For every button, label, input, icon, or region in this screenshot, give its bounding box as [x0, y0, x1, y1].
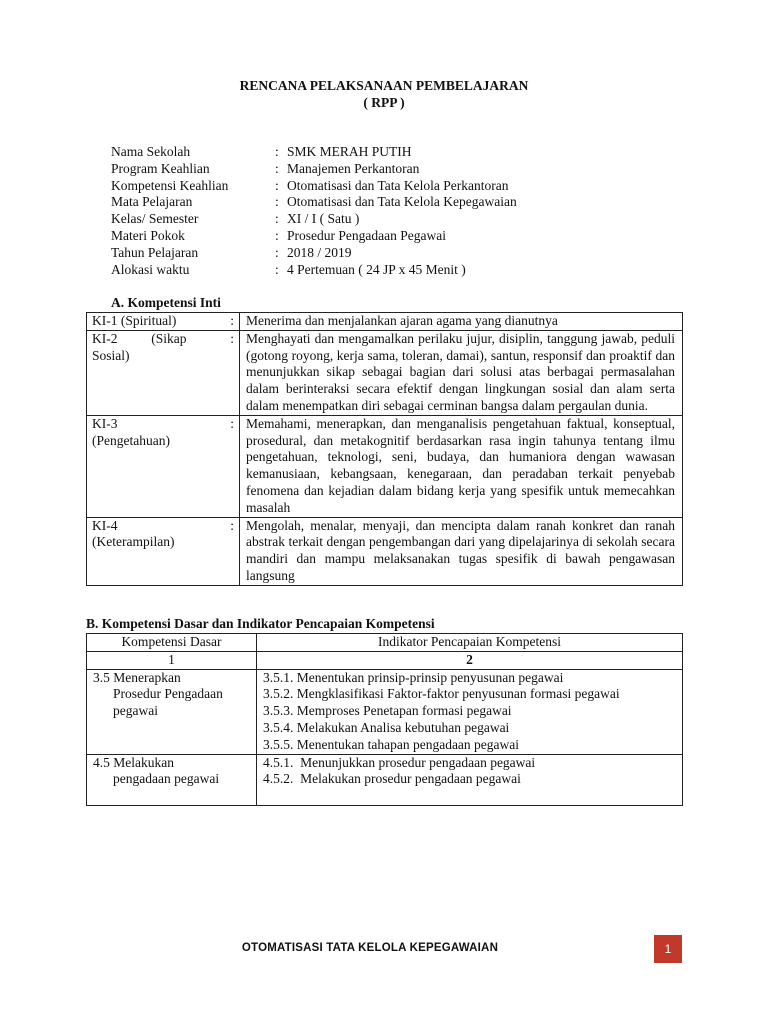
ki-label-cell — [87, 313, 240, 331]
identity-table — [111, 144, 517, 278]
info-label: Program Keahlian — [111, 160, 210, 176]
indicator-cell — [257, 754, 683, 806]
document-subtitle: ( RPP ) — [363, 95, 405, 110]
info-colon: : — [275, 194, 279, 210]
ki-label-sub: (Pengetahuan) — [92, 432, 170, 448]
kd-number-row — [87, 651, 683, 669]
info-value: Otomatisasi dan Tata Kelola Perkantoran — [287, 177, 509, 193]
indicator-item: 4.5.1. Menunjukkan prosedur pengadaan pegawai — [263, 754, 536, 770]
kd-number-1: 1 — [87, 651, 257, 669]
ki-row — [87, 415, 683, 517]
kd-row — [87, 754, 683, 806]
ki-row — [87, 313, 683, 331]
ki-label: KI-1 (Spiritual) — [92, 313, 177, 328]
kd-text: 3.5 Menerapkan — [93, 669, 181, 685]
info-value: XI / I ( Satu ) — [287, 211, 360, 227]
info-colon: : — [275, 261, 279, 277]
info-colon: : — [275, 211, 279, 227]
info-label: Materi Pokok — [111, 227, 185, 243]
info-row — [111, 161, 517, 178]
ki-colon: : — [230, 330, 234, 346]
ki-label-cell — [87, 330, 240, 415]
kd-text: pegawai — [113, 703, 158, 719]
ki-colon: : — [230, 313, 234, 328]
ki-description: Menerima dan menjalankan ajaran agama yang dianutnya — [240, 313, 683, 331]
indicator-cell — [257, 669, 683, 754]
kd-cell — [87, 754, 257, 806]
kompetensi-inti-table — [86, 312, 683, 586]
info-row — [111, 228, 517, 245]
info-colon: : — [275, 160, 279, 176]
info-label: Kompetensi Keahlian — [111, 177, 229, 193]
info-value: Otomatisasi dan Tata Kelola Kepegawaian — [287, 194, 517, 210]
kd-cell — [87, 669, 257, 754]
ki-description: Memahami, menerapkan, dan menganalisis pengetahuan faktual, konseptual, prosedural, dan metakognitif berdasarkan rasa ingin tahunya tentang ilmu pengetahuan, teknologi, seni, budaya, dan humaniora dengan wawasan kemanusiaan, kebangsaan, kenegaraan, dan peradaban terkait penyebab fenomena dan kejadian dalam bidang kerja yang spesifik untuk memecahkan masalah — [240, 415, 683, 517]
info-label: Alokasi waktu — [111, 261, 190, 277]
info-row — [111, 262, 517, 279]
kd-row — [87, 669, 683, 754]
info-row — [111, 194, 517, 211]
ki-label-sub: (Keterampilan) — [92, 534, 175, 550]
info-colon: : — [275, 244, 279, 260]
info-value: SMK MERAH PUTIH — [287, 144, 412, 159]
kompetensi-dasar-table — [86, 633, 683, 806]
ki-colon: : — [230, 415, 234, 431]
info-label: Nama Sekolah — [111, 144, 191, 159]
info-label: Tahun Pelajaran — [111, 244, 199, 260]
indicator-item: 3.5.2. Mengklasifikasi Faktor-faktor penyusunan formasi pegawai — [263, 686, 620, 702]
section-a-heading: A. Kompetensi Inti — [111, 295, 221, 310]
section-b-heading: B. Kompetensi Dasar dan Indikator Pencapaian Kompetensi — [86, 616, 435, 631]
info-value: 2018 / 2019 — [287, 244, 352, 260]
indicator-item: 3.5.1. Menentukan prinsip-prinsip penyusunan pegawai — [263, 669, 564, 685]
indicator-item: 3.5.5. Menentukan tahapan pengadaan pegawai — [263, 736, 520, 752]
info-colon: : — [275, 227, 279, 243]
info-row — [111, 245, 517, 262]
info-row — [111, 144, 517, 161]
ki-label-cell — [87, 415, 240, 517]
ki-description: Mengolah, menalar, menyaji, dan mencipta dalam ranah konkret dan ranah abstrak terkait dengan pengembangan dari yang dipelajarinya di sekolah secara mandiri dan mampu melaksanakan tugas spesifik di bawah pengawasan langsung — [240, 517, 683, 585]
ki-description: Menghayati dan mengamalkan perilaku jujur, disiplin, tanggung jawab, peduli (gotong royong, kerja sama, toleran, damai), santun, responsif dan proaktif dan menunjukkan sikap sebagai bagian dari solusi atas berbagai permasalahan dalam berinteraksi secara efektif dengan lingkungan sosial dan alam serta dalam menempatkan diri sebagai cerminan bangsa dalam pergaulan dunia. — [240, 330, 683, 415]
ki-label: KI-2 (Sikap — [92, 330, 187, 346]
info-label: Mata Pelajaran — [111, 194, 193, 210]
ki-row — [87, 330, 683, 415]
kd-header-kd: Kompetensi Dasar — [87, 634, 257, 652]
footer-title: OTOMATISASI TATA KELOLA KEPEGAWAIAN — [241, 942, 499, 954]
ki-label-cell — [87, 517, 240, 585]
ki-row — [87, 517, 683, 585]
document-title: RENCANA PELAKSANAAN PEMBELAJARAN — [239, 78, 529, 93]
kd-header-row — [87, 634, 683, 652]
kd-text: 4.5 Melakukan — [93, 754, 174, 770]
kd-number-2: 2 — [257, 651, 683, 669]
info-colon: : — [275, 144, 279, 159]
indicator-item: 4.5.2. Melakukan prosedur pengadaan pegawai — [263, 771, 521, 787]
info-value: 4 Pertemuan ( 24 JP x 45 Menit ) — [287, 261, 466, 277]
ki-colon: : — [230, 517, 234, 533]
page-number-badge: 1 — [654, 935, 682, 963]
info-colon: : — [275, 177, 279, 193]
info-value: Prosedur Pengadaan Pegawai — [287, 227, 446, 243]
indicator-item: 3.5.3. Memproses Penetapan formasi pegawai — [263, 703, 512, 719]
ki-label: KI-3 — [92, 415, 118, 431]
info-row — [111, 178, 517, 195]
kd-text: Prosedur Pengadaan — [113, 686, 223, 702]
kd-text: pengadaan pegawai — [113, 771, 220, 787]
info-label: Kelas/ Semester — [111, 211, 199, 227]
ki-label: KI-4 — [92, 517, 118, 533]
info-value: Manajemen Perkantoran — [287, 160, 420, 176]
indicator-item: 3.5.4. Melakukan Analisa kebutuhan pegawai — [263, 719, 510, 735]
info-row — [111, 211, 517, 228]
ki-label-sub: Sosial) — [92, 347, 130, 363]
kd-header-indicator: Indikator Pencapaian Kompetensi — [257, 634, 683, 652]
